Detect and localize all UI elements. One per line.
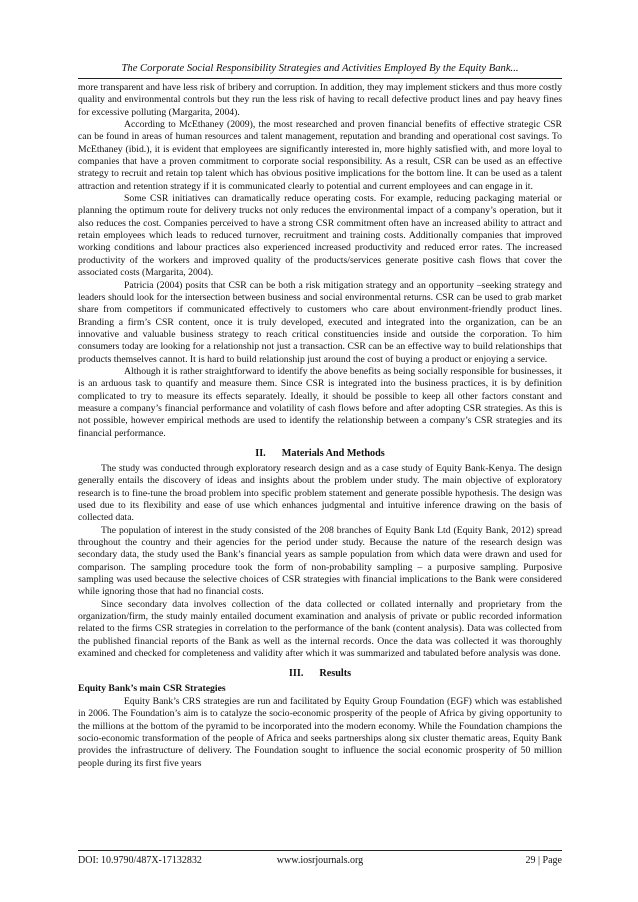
section-heading-methods [78,440,562,463]
paragraph: Since secondary data involves collection of the data collected or collated internally and proprietary from the organization/firm, the study mainly entailed document examination and analysis of private or public recorded information related to the firms CSR strategies in correlation to the performance of the bank (content analysis). Data was collected from the published financial reports of the Bank as well as the internal records. Once the data was collected it was thoroughly examined and checked for completeness and validity after which it was summarized and tabulated before analysis was done. [78,598,562,660]
section-heading-results [78,660,562,683]
paragraph: The study was conducted through exploratory research design and as a case study of Equity Bank-Kenya. The design generally entails the discovery of ideas and insights about the problem under study. The main objective of exploratory research is to fine-tune the broad problem into specific problem statement and generate possible hypothesis. The design was used due to its flexibility and ease of use which enhances judgmental and intuitive inference drawing on the basis of collected data. [78,462,562,524]
running-header: The Corporate Social Responsibility Strategies and Activities Employed By the Equity Bank... [121,63,519,74]
page-number: 29 | Page [525,855,562,866]
section-number: III. [288,668,304,680]
journal-website: www.iosrjournals.org [276,855,364,866]
page-footer [78,854,562,867]
footer-divider [78,850,562,851]
section-title: Results [319,668,352,680]
article-body [78,82,562,770]
paragraph: more transparent and have less risk of bribery and corruption. In addition, they may implement stickers and thus more costly quality and environmental controls but they run the less risk of having to recall defective product lines and pay heavy fines for excessive polluting (Margarita, 2004). [78,82,562,118]
doi-label: DOI: 10.9790/487X-17132832 [78,855,202,866]
paragraph: The population of interest in the study consisted of the 208 branches of Equity Bank Ltd (Equity Bank, 2012) spread throughout the country and their agencies for the period under study. Because the nature of the research design was secondary data, the study used the Bank’s financial years as sample population from which data were drawn and used for comparison. The sampling procedure took the form of non-probability sampling – a purposive sampling. Purposive sampling was used because the selective choices of CSR strategies with financial implications to the Bank were considered while ignoring those that had no financial costs. [78,524,562,598]
paragraph: Equity Bank’s CRS strategies are run and facilitated by Equity Group Foundation (EGF) which was established in 2006. The Foundation’s aim is to catalyze the socio-economic prosperity of the people of Africa by giving opportunity to the millions at the bottom of the pyramid to be incorporated into the modern economy. While the Foundation champions the socio-economic transformation of the people of Africa and seeks partnerships along six cluster thematic areas, Equity Bank provides the infrastructure of delivery. The Foundation sought to influence the social economic prosperity of 50 million people during its first five years [78,695,562,769]
paragraph: Although it is rather straightforward to identify the above benefits as being socially responsible for businesses, it is an arduous task to quantify and measure them. Since CSR is integrated into the business practices, it is by definition complicated to try to measure its effects separately. Ideally, it should be possible to keep all other factors constant and measure a company’s financial performance and volatility of cash flows before and after adopting CSR strategies. As this is not possible, however empirical methods are used to identify the relationship between a company’s CSR strategies and its financial performance. [78,365,562,439]
header-divider [78,78,562,79]
paragraph: Some CSR initiatives can dramatically reduce operating costs. For example, reducing packaging material or planning the optimum route for delivery trucks not only reduces the environmental impact of a company’s operation, but it also reduces the cost. Companies perceived to have a strong CSR commitment often have an increased ability to attract and retain employees which leads to reduced turnover, recruitment and training costs. Additionally companies that improved working conditions and labour practices also experienced increased productivity and reduced error rates. The increased productivity of the workers and improved quality of the products/services generate positive cash flows that cover the associated costs (Margarita, 2004). [78,193,562,279]
section-title: Materials And Methods [281,447,385,459]
paragraph: According to McEthaney (2009), the most researched and proven financial benefits of effective strategic CSR can be found in areas of human resources and talent management, reputation and branding and operational cost savings. To McEthaney (ibid.), it is evident that employees are significantly interested in, more highly satisfied with, and more loyal to companies that have a proven commitment to corporate social responsibility. As a result, CSR can be used as an effective strategy to recruit and retain top talent which has obvious positive implications for the bottom line. It can be used as a talent attraction and retention strategy if it is communicated clearly to potential and current employees and can engage in it. [78,119,562,192]
subsection-heading: Equity Bank’s main CSR Strategies [78,683,226,695]
section-number: II. [255,447,266,459]
paragraph: Patricia (2004) posits that CSR can be both a risk mitigation strategy and an opportunity –seeking strategy and leaders should look for the intersection between business and social environmental returns. CSR can be used to grab market share from competitors if communicated effectively to customers who care about environment-friendly product lines. Branding a firm’s CSR content, once it is truly developed, executed and integrated into the organization, can be an innovative and valuable business strategy to reach critical constituencies inside and outside the corporation. To him consumers today are looking for a relationship not just a transaction. CSR can be an effective way to build relationships that products themselves cannot. It is hard to build relationship just around the cost of buying a product or enjoying a service. [78,279,562,365]
